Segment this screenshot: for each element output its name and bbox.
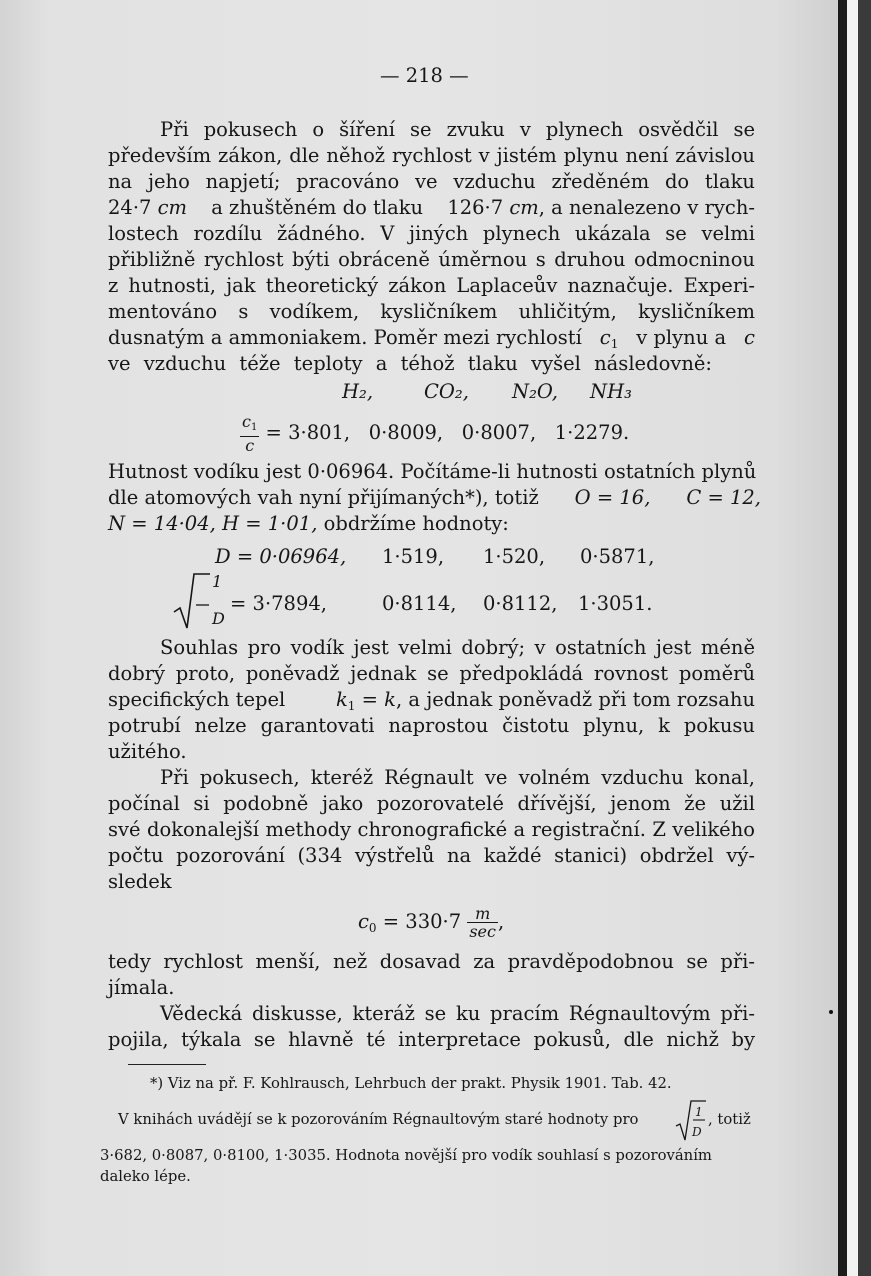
gas-n2o: N₂O, — [512, 380, 558, 403]
text-line: dobrý proto, poněvadž jednak se předpokládá rovnost poměrů — [108, 662, 755, 685]
text-line: dusnatým a ammoniakem. Poměr mezi rychlostí $c_1$ v plynu a c — [108, 326, 755, 356]
c0-equation: $c_0 = 330\cdot 7$ $\frac{m}{\sec}$ , — [358, 904, 505, 941]
gas-nh3: NH₃ — [590, 380, 632, 403]
footnote-sqrt-num: 1 — [695, 1105, 703, 1119]
sqrt-value: 1·3051. — [578, 592, 653, 615]
radical-sign — [172, 570, 212, 632]
footnote-sqrt-den: D — [692, 1125, 702, 1139]
text-line: své dokonalejší methody chronografické a registrační. Z velikého — [108, 818, 755, 841]
text-line: především zákon, dle něhož rychlost v jistém plynu není závislou — [108, 144, 755, 167]
page-number: — 218 — — [380, 64, 469, 87]
symbol-c: c — [744, 326, 755, 349]
sqrt-value: 0·8114, — [382, 592, 457, 615]
text-line: počínal si podobně jako pozorovatelé dřívější, jenom že užil — [108, 792, 755, 815]
page-edge-binding — [858, 0, 871, 1276]
sqrt-numerator: 1 — [212, 572, 223, 591]
footnote-line: daleko lépe. — [100, 1168, 191, 1185]
ratio-equation: $\frac{c_1}{c}$ = 3·801, 0·8009, 0·8007, 1·2279. — [242, 412, 630, 455]
text-line: počtu pozorování (334 výstřelů na každé stanici) obdržel vý- — [108, 844, 755, 867]
text-line: Souhlas pro vodík jest velmi dobrý; v ostatních jest méně — [160, 636, 755, 659]
text-line: tedy rychlost menší, než dosavad za pravděpodobnou se při- — [108, 950, 755, 973]
k-equality: $k_1 = k$, a jednak poněvadž při tom rozsahu — [335, 688, 755, 713]
sqrt-denominator: D — [212, 609, 225, 628]
text-line: N = 14·04, H = 1·01, obdržíme hodnoty: — [108, 512, 509, 535]
text-line: sledek — [108, 870, 172, 893]
footnote-radical — [674, 1098, 708, 1142]
text-line: potrubí nelze garantovati naprostou čistotu plynu, k pokusu — [108, 714, 755, 737]
text-line: Vědecká diskusse, kteráž se ku pracím Régnaultovým při- — [160, 1002, 755, 1025]
text-line: ve vzduchu téže teploty a téhož tlaku vyšel následovně: — [108, 352, 712, 375]
text-line: Hutnost vodíku jest 0·06964. Počítáme-li hutnosti ostatních plynů — [108, 460, 757, 483]
footnote-line: , totiž — [708, 1111, 751, 1128]
text-fragment: a zhuštěném do tlaku — [211, 196, 424, 219]
footnote-line: V knihách uvádějí se k pozorováním Régnaultovým staré hodnoty pro — [118, 1111, 639, 1128]
pressure-high: 126·7 cm, a nenalezeno v rych- — [447, 196, 755, 219]
sqrt-value: 0·8112, — [483, 592, 558, 615]
density-value: 0·5871, — [580, 545, 655, 568]
pressure-low: 24·7 cm — [108, 196, 188, 219]
page-edge-shadow — [838, 0, 847, 1276]
fraction-m-over-sec: $\frac{m}{\sec}$ — [469, 904, 496, 941]
text-line: jímala. — [108, 976, 175, 999]
text-line: užitého. — [108, 740, 187, 763]
text-line: lostech rozdílu žádného. V jiných plynech ukázala se velmi — [108, 222, 755, 245]
footnote-line: *) Viz na př. F. Kohlrausch, Lehrbuch der prakt. Physik 1901. Tab. 42. — [150, 1075, 672, 1092]
text-line: Při pokusech o šíření se zvuku v plynech osvědčil se — [160, 118, 755, 141]
footnote-rule — [128, 1064, 206, 1065]
fraction-c1-over-c: $\frac{c_1}{c}$ — [242, 412, 258, 455]
symbol-c1: $c_1$ — [599, 326, 619, 351]
text-line: z hutnosti, jak theoretický zákon Laplaceův naznačuje. Experi- — [108, 274, 755, 297]
gas-h2: H₂, — [342, 380, 374, 403]
gas-co2: CO₂, — [424, 380, 469, 403]
text-line — [108, 196, 755, 220]
text-line: na jeho napjetí; pracováno ve vzduchu zředěném do tlaku — [108, 170, 755, 193]
margin-speck — [829, 1010, 833, 1014]
density-value: 1·519, — [382, 545, 445, 568]
text-line: specifických tepel $k_1 = k$, a jednak poněvadž při tom rozsahu — [108, 688, 755, 718]
text-line: přibližně rychlost býti obráceně úměrnou s druhou odmocninou — [108, 248, 755, 271]
density-D-prefix: D = 0·06964, — [215, 545, 347, 568]
footnote-line: 3·682, 0·8087, 0·8100, 1·3035. Hodnota novější pro vodík souhlasí s pozorováním — [100, 1147, 712, 1164]
text-line: Při pokusech, kteréž Régnault ve volném vzduchu konal, — [160, 766, 755, 789]
page-edge-next — [847, 0, 858, 1276]
sqrt-prefix: = 3·7894, — [230, 592, 327, 615]
text-line: mentováno s vodíkem, kysličníkem uhličitým, kysličníkem — [108, 300, 755, 323]
text-line: dle atomových vah nyní přijímaných*), totiž O = 16, C = 12, — [108, 486, 761, 509]
text-line: pojila, týkala se hlavně té interpretace pokusů, dle nichž by — [108, 1028, 755, 1051]
density-value: 1·520, — [483, 545, 546, 568]
